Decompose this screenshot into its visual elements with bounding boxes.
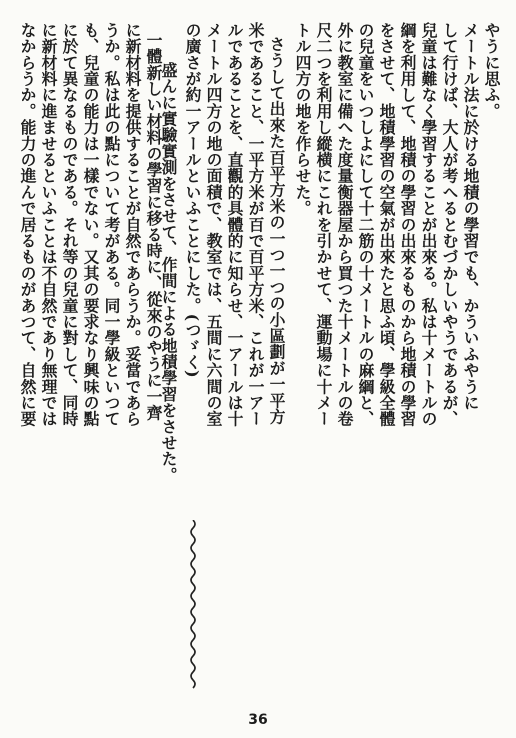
text-column: さうして出來た百平方米の一つ一つの小區劃が一平方 [267, 36, 286, 425]
text-column: 綱を利用して、地積の學習の出來るものから地積の學習 [398, 22, 417, 427]
text-column: して行けば、大人が考へるとむづかしいやうであるが、 [440, 22, 459, 427]
text-column: 尺二つを利用し縱横にこれを引かせて、運動場に十メー [314, 22, 333, 427]
text-column: メートル法に於ける地積の學習でも、かういふやうに [461, 22, 480, 411]
left-columns [0, 22, 180, 662]
text-column: に於て異なるものである。それ等の兒童に對して、同時 [60, 22, 79, 427]
text-column: に新材料を提供することが自然であらうか。妥當であら [123, 22, 142, 427]
page-number: 36 [248, 712, 268, 728]
text-column: 外に教室に備へた度量衡器屋から買つた十メートルの卷 [335, 22, 354, 427]
text-column: ルであることを、直觀的具體的に知らせ、一アールは十 [225, 22, 244, 427]
text-column: に新材料に進ませるといふことは不自然であり無理では [39, 22, 58, 427]
text-column: 米であること、一平方米が百で百平方米、これが一アー [246, 22, 265, 427]
text-column: トル四方の地を作らせた。 [293, 22, 312, 217]
text-column: 一體新しい材料の學習に移る時に、從來のやうに一齊 [144, 32, 163, 421]
text-column: の廣さが約一アールといふことにした。(つゞく) [183, 22, 202, 378]
text-column: も、兒童の能力は一樣でない。又其の要求なり興味の點 [81, 22, 100, 427]
text-column: をさせて、地積學習の空氣が出來たと思ふ頃、學級全體 [377, 22, 396, 427]
text-column: なからうか。能力の進んで居るものがあつて、自然に要 [18, 22, 37, 427]
text-column: メートル四方の地の面積で、教室では、五間に六間の室 [204, 22, 223, 427]
text-column: の兒童をいつしよにして十二筋の十メートルの麻綱と、 [356, 22, 375, 427]
text-column: 盛んに實驗實測をさせて、作間による地積學習をさせた。 [159, 62, 178, 484]
text-column: うか。私は此の點について考がある。同一學級といつて [102, 22, 121, 427]
text-column: やうに思ふ。 [482, 22, 501, 120]
text-column: 兒童は難なく學習することが出來る。私は十メートルの [419, 22, 438, 427]
